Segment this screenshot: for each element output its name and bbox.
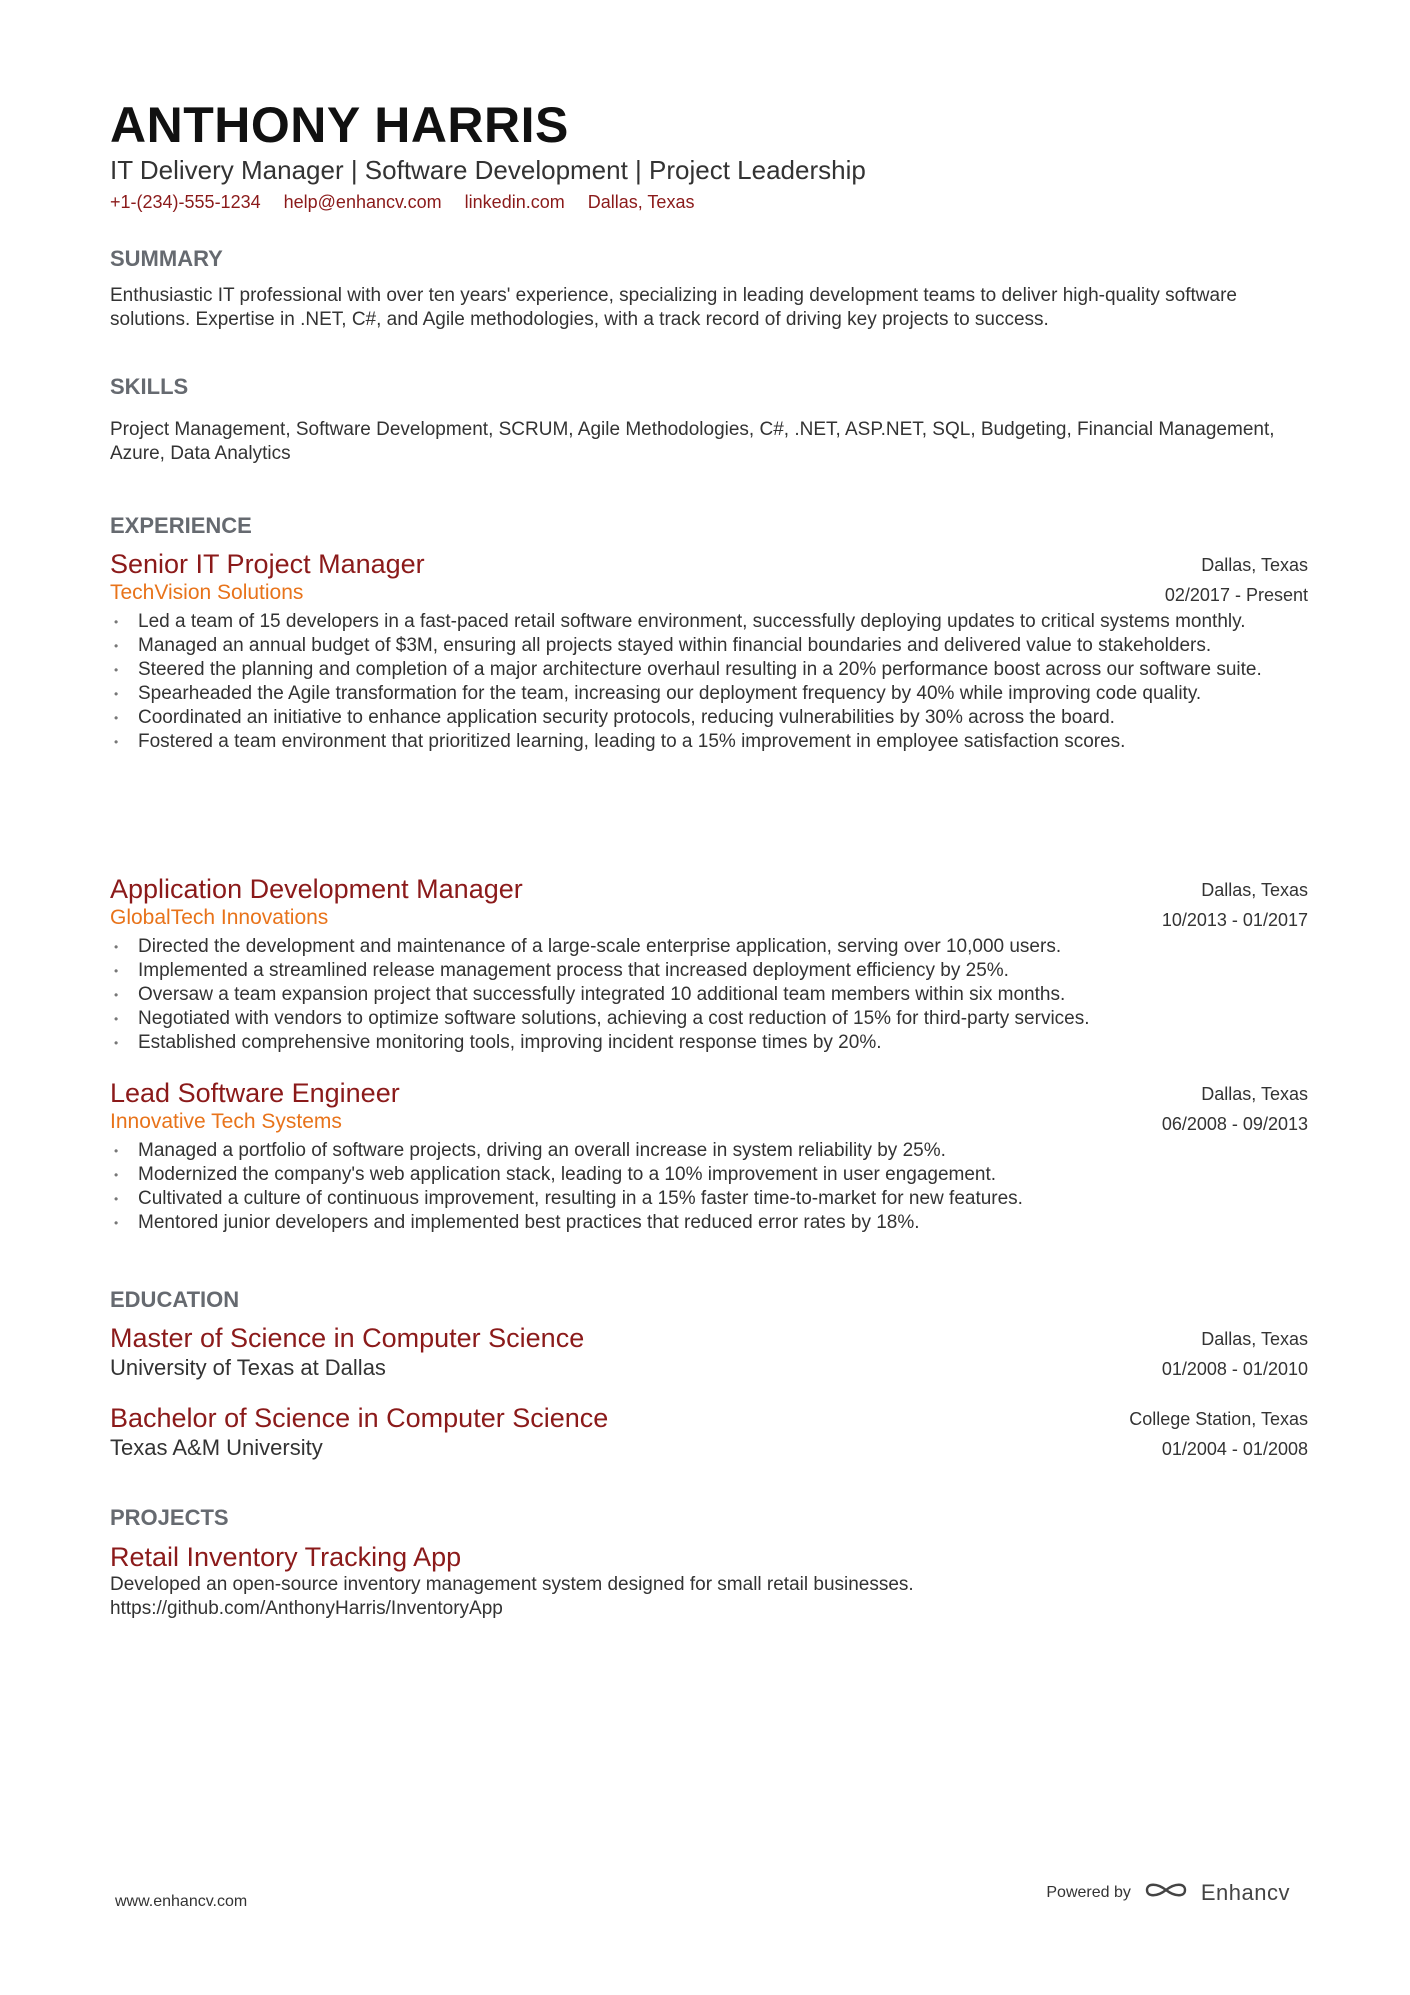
- job-location: Dallas, Texas: [1201, 1084, 1308, 1104]
- list-item: • Fostered a team environment that prioritized learning, leading to a 15% improvement in employee satisfaction scores.: [110, 730, 1308, 754]
- job-bullets: [110, 1139, 1308, 1235]
- enhancv-logo-icon: [1143, 1878, 1189, 1907]
- school-name: Texas A&M University: [110, 1435, 323, 1460]
- job-title: Lead Software Engineer: [110, 1078, 400, 1108]
- list-item: • Managed a portfolio of software projects, driving an overall increase in system reliability by 25%.: [110, 1139, 1308, 1163]
- list-item: • Mentored junior developers and implemented best practices that reduced error rates by 18%.: [110, 1211, 1308, 1235]
- job-dates: 06/2008 - 09/2013: [1161, 1114, 1308, 1134]
- job-meta: [1162, 875, 1308, 935]
- experience-entry: [110, 1077, 1308, 1235]
- candidate-name: ANTHONY HARRIS: [110, 97, 569, 153]
- list-item: • Steered the planning and completion of a major architecture overhaul resulting in a 20% performance boost across our software suite.: [110, 658, 1308, 682]
- summary-heading: SUMMARY: [110, 246, 223, 271]
- degree-title: Master of Science in Computer Science: [110, 1323, 585, 1353]
- job-bullets: [110, 935, 1308, 1055]
- powered-by-label: Powered by: [1046, 1883, 1131, 1901]
- skills-heading: SKILLS: [110, 374, 189, 399]
- skills-text: Project Management, Software Development, SCRUM, Agile Methodologies, C#, .NET, ASP.NET, SQL, Budgeting, Financial Management, Azure, Data Analytics: [110, 419, 1275, 464]
- list-item: • Modernized the company's web application stack, leading to a 10% improvement in user engagement.: [110, 1163, 1308, 1187]
- education-meta: [1162, 1324, 1308, 1384]
- list-item: • Cultivated a culture of continuous improvement, resulting in a 15% faster time-to-market for new features.: [110, 1187, 1308, 1211]
- job-company: TechVision Solutions: [110, 581, 304, 604]
- job-title: Application Development Manager: [110, 874, 523, 904]
- experience-entry: [110, 873, 1308, 1055]
- job-bullets: [110, 610, 1308, 754]
- project-entry: [110, 1541, 1308, 1621]
- project-url[interactable]: https://github.com/AnthonyHarris/InventoryApp: [110, 1598, 503, 1619]
- candidate-headline: IT Delivery Manager | Software Development | Project Leadership: [110, 155, 866, 185]
- job-dates: 02/2017 - Present: [1164, 585, 1308, 605]
- education-entry: [110, 1322, 1308, 1382]
- list-item: • Oversaw a team expansion project that successfully integrated 10 additional team members within six months.: [110, 983, 1308, 1007]
- list-item: • Coordinated an initiative to enhance application security protocols, reducing vulnerabilities by 30% across the board.: [110, 706, 1308, 730]
- list-item: • Negotiated with vendors to optimize software solutions, achieving a cost reduction of 15% for third-party services.: [110, 1007, 1308, 1031]
- education-entry: [110, 1402, 1308, 1462]
- job-meta: [1165, 550, 1308, 610]
- job-location: Dallas, Texas: [1201, 555, 1308, 575]
- job-title: Senior IT Project Manager: [110, 549, 425, 579]
- footer-website[interactable]: www.enhancv.com: [115, 1893, 248, 1910]
- contact-line: [110, 190, 712, 214]
- job-company: Innovative Tech Systems: [110, 1110, 342, 1133]
- summary-text: Enthusiastic IT professional with over ten years' experience, specializing in leading development teams to deliver high-quality software solutions. Expertise in .NET, C#, and Agile methodologies, with a track record of driving key projects to success.: [110, 285, 1237, 330]
- project-name: Retail Inventory Tracking App: [110, 1542, 462, 1572]
- experience-entry: [110, 548, 1308, 754]
- contact-location: Dallas, Texas: [587, 192, 695, 212]
- contact-email[interactable]: help@enhancv.com: [283, 192, 442, 212]
- contact-phone[interactable]: +1-(234)-555-1234: [110, 192, 261, 212]
- job-meta: [1162, 1079, 1308, 1139]
- projects-heading: PROJECTS: [110, 1505, 229, 1530]
- education-location: Dallas, Texas: [1201, 1329, 1308, 1349]
- brand-name: Enhancv: [1200, 1879, 1290, 1905]
- list-item: • Established comprehensive monitoring tools, improving incident response times by 20%.: [110, 1031, 1308, 1055]
- contact-linkedin[interactable]: linkedin.com: [464, 192, 565, 212]
- list-item: • Managed an annual budget of $3M, ensuring all projects stayed within financial boundaries and delivered value to stakeholders.: [110, 634, 1308, 658]
- footer-branding: [1046, 1878, 1290, 1907]
- job-dates: 10/2013 - 01/2017: [1161, 910, 1308, 930]
- education-dates: 01/2004 - 01/2008: [1161, 1439, 1308, 1459]
- list-item: • Spearheaded the Agile transformation for the team, increasing our deployment frequency by 40% while improving code quality.: [110, 682, 1308, 706]
- education-meta: [1129, 1404, 1308, 1464]
- list-item: • Led a team of 15 developers in a fast-paced retail software environment, successfully deploying updates to critical systems monthly.: [110, 610, 1308, 634]
- experience-heading: EXPERIENCE: [110, 513, 252, 538]
- education-heading: EDUCATION: [110, 1287, 240, 1312]
- job-location: Dallas, Texas: [1201, 880, 1308, 900]
- job-company: GlobalTech Innovations: [110, 906, 329, 929]
- education-location: College Station, Texas: [1129, 1409, 1308, 1429]
- education-dates: 01/2008 - 01/2010: [1161, 1359, 1308, 1379]
- list-item: • Directed the development and maintenance of a large-scale enterprise application, serving over 10,000 users.: [110, 935, 1308, 959]
- school-name: University of Texas at Dallas: [110, 1355, 386, 1380]
- project-description: Developed an open-source inventory management system designed for small retail businesses.: [110, 1574, 914, 1595]
- list-item: • Implemented a streamlined release management process that increased deployment efficiency by 25%.: [110, 959, 1308, 983]
- degree-title: Bachelor of Science in Computer Science: [110, 1403, 609, 1433]
